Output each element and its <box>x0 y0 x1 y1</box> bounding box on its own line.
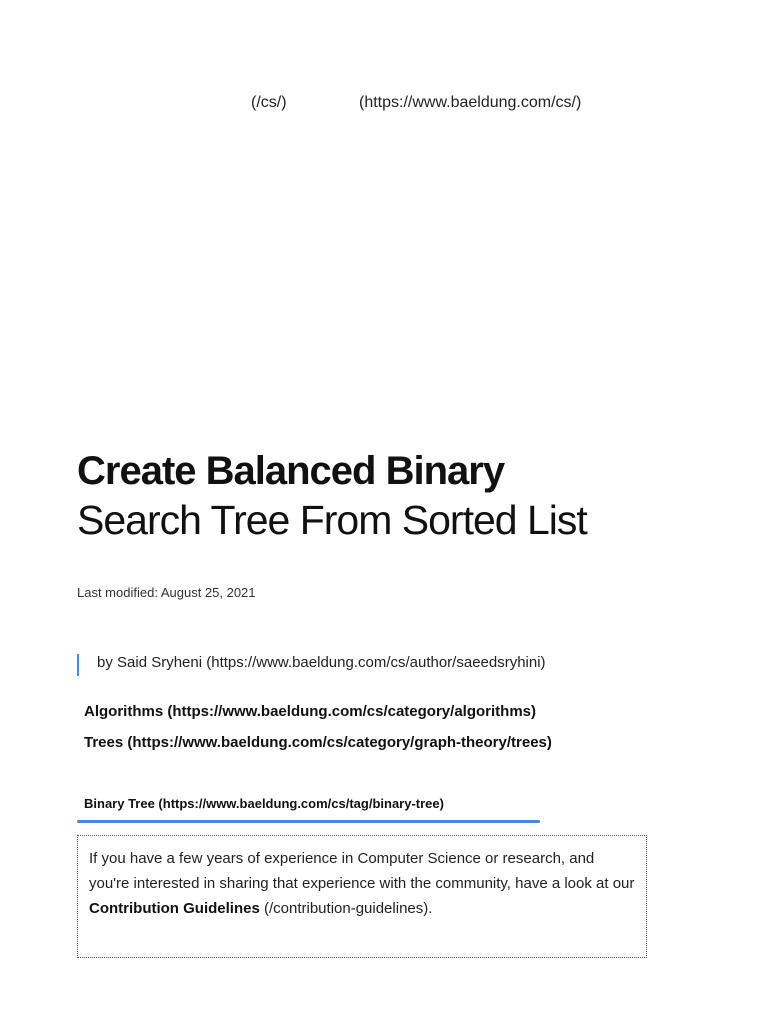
contribution-text: If you have a few years of experience in Computer Science or research, and you're interested in sharing that experience with the community, have a look at our <box>89 850 635 892</box>
nav-link-cs-full[interactable]: (https://www.baeldung.com/cs/) <box>359 94 582 111</box>
top-navigation <box>0 94 768 116</box>
nav-link-cs[interactable]: (/cs/) <box>251 94 287 111</box>
contribution-guidelines-link[interactable]: Contribution Guidelines <box>89 900 260 917</box>
author-link[interactable]: by Said Sryheni (https://www.baeldung.com/cs/author/saeedsryhini) <box>97 654 546 671</box>
contribution-link-url: (/contribution-guidelines). <box>259 900 433 917</box>
author-row <box>77 652 697 678</box>
article-title-light: Search Tree From Sorted List <box>77 497 587 543</box>
tag-underline-divider <box>77 820 540 823</box>
category-link-algorithms[interactable]: Algorithms (https://www.baeldung.com/cs/category/algorithms) <box>84 703 536 720</box>
category-link-trees[interactable]: Trees (https://www.baeldung.com/cs/category/graph-theory/trees) <box>84 734 552 751</box>
tag-link-binary-tree[interactable]: Binary Tree (https://www.baeldung.com/cs/tag/binary-tree) <box>84 796 444 811</box>
contribution-notice <box>77 835 647 958</box>
last-modified-date: Last modified: August 25, 2021 <box>77 585 256 600</box>
author-accent-bar <box>77 654 79 676</box>
article-title-bold: Create Balanced Binary <box>77 449 505 493</box>
article-title <box>77 446 717 544</box>
